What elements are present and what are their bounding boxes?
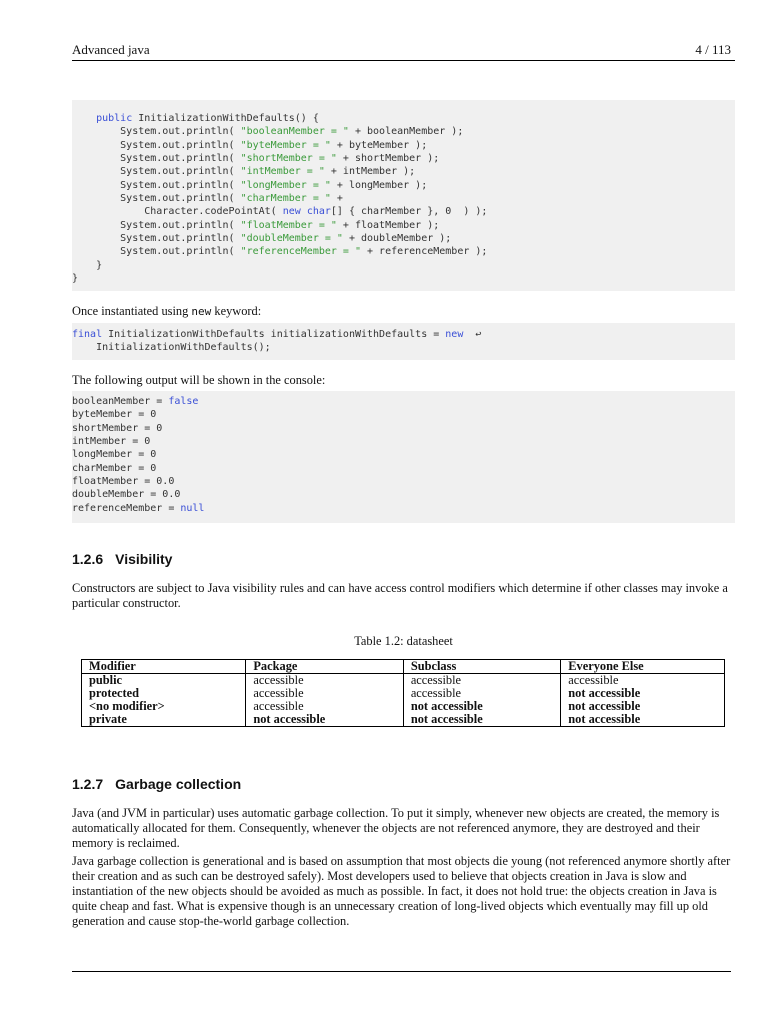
table-header-row bbox=[82, 660, 725, 674]
code-string: "longMember = " bbox=[240, 179, 331, 191]
code-text bbox=[72, 113, 96, 124]
code-text: + referenceMember ); bbox=[361, 246, 488, 258]
code-text: + intMember ); bbox=[324, 166, 416, 178]
code-text: + byteMember ); bbox=[330, 139, 428, 151]
code-string: "floatMember = " bbox=[240, 219, 337, 231]
code-text: System.out.println( bbox=[72, 153, 241, 165]
code-string: "doubleMember = " bbox=[240, 233, 343, 245]
code-string: "intMember = " bbox=[240, 166, 325, 178]
code-text: } bbox=[72, 273, 79, 285]
code-text: referenceMember = bbox=[72, 502, 181, 514]
code-text: shortMember = 0 bbox=[72, 422, 163, 434]
code-listing bbox=[72, 100, 735, 291]
paragraph-gc-1 bbox=[72, 806, 735, 851]
table-header-cell: Package bbox=[246, 660, 403, 674]
code-text: ↩ bbox=[463, 329, 482, 340]
code-string: "byteMember = " bbox=[240, 139, 331, 151]
code-text: System.out.println( bbox=[72, 193, 241, 205]
table-cell: not accessible bbox=[561, 687, 725, 700]
code-block-instantiation bbox=[72, 323, 735, 360]
table-cell: public bbox=[82, 674, 246, 688]
table-header-cell: Subclass bbox=[403, 660, 560, 674]
document-title: Advanced java bbox=[72, 42, 150, 57]
footer-rule bbox=[72, 971, 731, 972]
caption-text: Table 1.2: datasheet bbox=[354, 634, 453, 648]
code-text: longMember = 0 bbox=[72, 449, 157, 461]
code-text: System.out.println( bbox=[72, 166, 241, 178]
page-header bbox=[72, 40, 735, 61]
section-heading-garbage-collection bbox=[72, 776, 735, 792]
code-string: "charMember = " bbox=[240, 193, 331, 205]
section-number: 1.2.6 bbox=[72, 551, 104, 567]
table-cell: private bbox=[82, 713, 246, 727]
code-text: + shortMember ); bbox=[336, 153, 440, 165]
table-cell: <no modifier> bbox=[82, 700, 246, 713]
access-modifier-table bbox=[81, 659, 725, 727]
code-text: InitializationWithDefaults(); bbox=[72, 342, 271, 354]
code-string: "referenceMember = " bbox=[240, 246, 361, 258]
paragraph-instantiation bbox=[72, 304, 735, 319]
code-keyword: new bbox=[445, 329, 464, 340]
code-text: byteMember = 0 bbox=[72, 409, 157, 421]
code-listing bbox=[72, 391, 735, 523]
table-cell: not accessible bbox=[246, 713, 403, 727]
code-text: System.out.println( bbox=[72, 139, 241, 151]
section-title: Garbage collection bbox=[115, 776, 242, 792]
code-text: + doubleMember ); bbox=[342, 233, 452, 245]
paragraph-output bbox=[72, 373, 735, 388]
code-text: doubleMember = 0.0 bbox=[72, 489, 181, 501]
code-text: System.out.println( bbox=[72, 233, 241, 245]
table-cell: protected bbox=[82, 687, 246, 700]
code-text: + booleanMember ); bbox=[348, 126, 464, 138]
paragraph-gc-2 bbox=[72, 854, 735, 929]
paragraph-text: keyword: bbox=[211, 304, 262, 318]
table-cell: accessible bbox=[561, 674, 725, 688]
code-text: [] { charMember }, 0 ) ); bbox=[330, 206, 488, 218]
access-table-wrapper bbox=[72, 659, 735, 727]
paragraph-text: Java garbage collection is generational and is based on assumption that most objects die young (not referenced anymore shortly after their creation and as such can be destroyed safely). Most developers used to believe that objects creation in Java is slow and instantiation of the new objects should be avoided as much as possible. In fact, it does not hold true: the objects creation in Java is quite cheap and fast. What is expensive though is an unnecessary creation of long-lived objects which eventually may fill up old generation and cause stop-the-world garbage collection. bbox=[72, 854, 731, 928]
code-text: + bbox=[330, 193, 343, 205]
table-cell: accessible bbox=[403, 687, 560, 700]
code-text: Character.codePointAt( bbox=[72, 206, 283, 218]
code-keyword: new bbox=[282, 206, 301, 218]
table-cell: accessible bbox=[246, 674, 403, 688]
table-header-cell: Everyone Else bbox=[561, 660, 725, 674]
code-keyword: char bbox=[306, 206, 331, 218]
code-listing bbox=[72, 323, 735, 360]
page-number: 4 / 113 bbox=[695, 42, 731, 57]
section-heading-visibility bbox=[72, 551, 735, 567]
section-title: Visibility bbox=[115, 551, 173, 567]
code-text: charMember = 0 bbox=[72, 462, 157, 474]
table-row bbox=[82, 674, 725, 688]
table-cell: accessible bbox=[246, 687, 403, 700]
code-text: booleanMember = bbox=[72, 396, 169, 407]
section-number: 1.2.7 bbox=[72, 776, 104, 792]
table-cell: not accessible bbox=[561, 700, 725, 713]
code-text: + longMember ); bbox=[330, 179, 428, 191]
table-cell: not accessible bbox=[403, 700, 560, 713]
table-row bbox=[82, 713, 725, 727]
inline-code: new bbox=[191, 305, 212, 318]
code-text: System.out.println( bbox=[72, 126, 241, 138]
code-text: System.out.println( bbox=[72, 179, 241, 191]
table-header-cell: Modifier bbox=[82, 660, 246, 674]
table-caption bbox=[72, 634, 735, 649]
code-block-constructor bbox=[72, 100, 735, 291]
code-keyword: public bbox=[96, 113, 133, 124]
code-text: System.out.println( bbox=[72, 219, 241, 231]
table-cell: not accessible bbox=[403, 713, 560, 727]
paragraph-text: Once instantiated using bbox=[72, 304, 192, 318]
code-text: InitializationWithDefaults() { bbox=[132, 113, 319, 124]
paragraph-text: Constructors are subject to Java visibility rules and can have access control modifiers which determine if other classes may invoke a particular constructor. bbox=[72, 581, 728, 610]
code-text: } bbox=[72, 259, 103, 271]
table-cell: not accessible bbox=[561, 713, 725, 727]
paragraph-visibility bbox=[72, 581, 735, 611]
code-keyword: final bbox=[72, 329, 103, 340]
paragraph-text: The following output will be shown in the console: bbox=[72, 373, 326, 387]
code-text: System.out.println( bbox=[72, 246, 241, 258]
code-text: floatMember = 0.0 bbox=[72, 476, 175, 488]
code-block-output bbox=[72, 391, 735, 523]
code-keyword: false bbox=[168, 396, 199, 407]
code-text: intMember = 0 bbox=[72, 436, 151, 448]
code-text: InitializationWithDefaults initializationWithDefaults = bbox=[102, 329, 446, 340]
code-text: + floatMember ); bbox=[336, 219, 440, 231]
code-string: "booleanMember = " bbox=[240, 126, 349, 138]
paragraph-text: Java (and JVM in particular) uses automatic garbage collection. To put it simply, whenever new objects are created, the memory is automatically allocated for them. Consequently, whenever the objects are not referenced anymore, they are destroyed and their memory is reclaimed. bbox=[72, 806, 720, 850]
code-keyword: null bbox=[180, 502, 205, 514]
table-cell: accessible bbox=[246, 700, 403, 713]
code-string: "shortMember = " bbox=[240, 153, 337, 165]
table-cell: accessible bbox=[403, 674, 560, 688]
